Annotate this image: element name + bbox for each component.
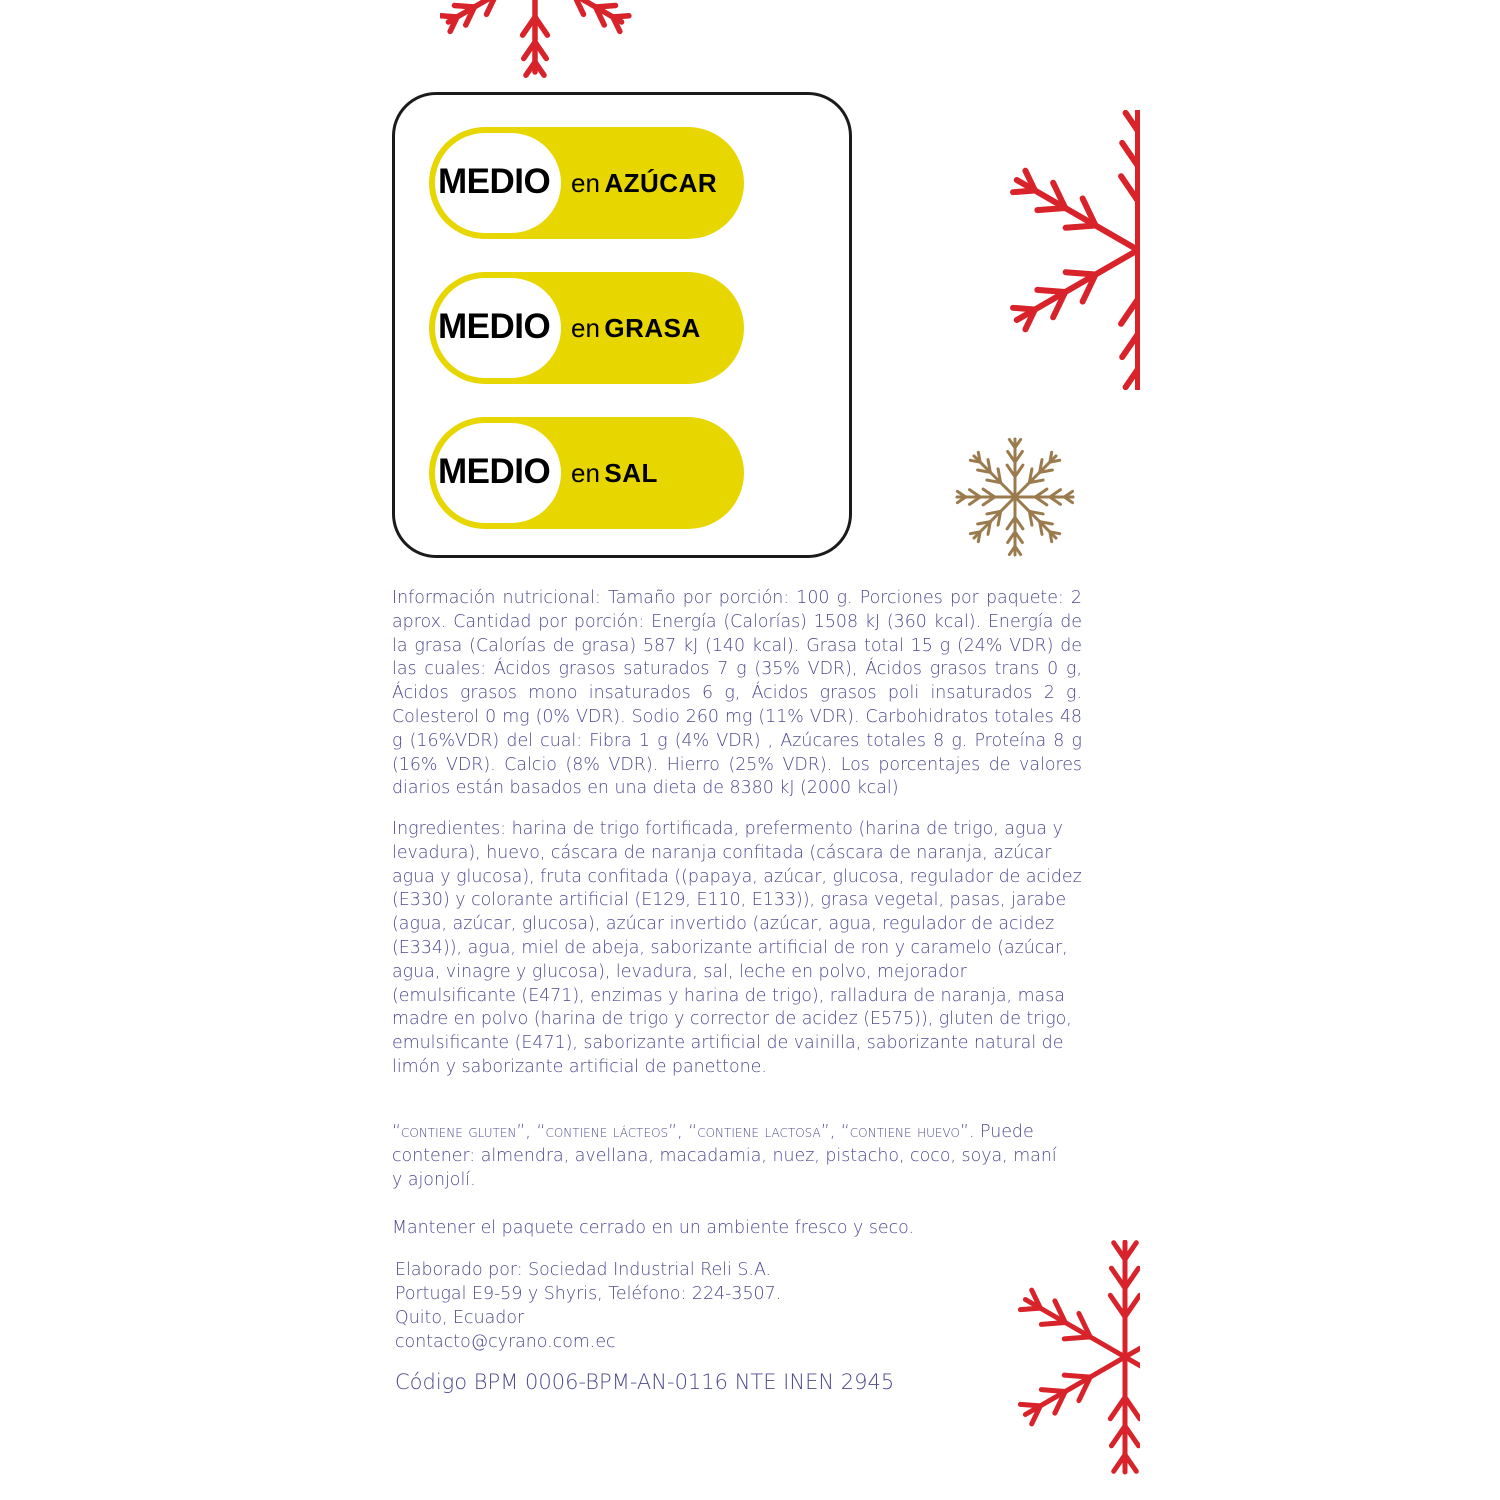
- warning-level: MEDIO: [438, 452, 551, 491]
- warning-level: MEDIO: [438, 162, 551, 201]
- warning-en: en: [571, 458, 600, 488]
- warning-nutrient: AZÚCAR: [604, 168, 718, 198]
- warning-salt: [429, 417, 744, 529]
- bpm-code: Código BPM 0006-BPM-AN-0116 NTE INEN 2945: [395, 1370, 895, 1394]
- snowflake-icon-gold: [950, 432, 1080, 562]
- manufacturer-email[interactable]: contacto@cyrano.com.ec: [395, 1332, 616, 1352]
- manufacturer-info: [395, 1258, 1085, 1354]
- storage-instructions: Mantener el paquete cerrado en un ambiente fresco y seco.: [392, 1218, 915, 1238]
- nutrition-info: Información nutricional: Tamaño por porción: 100 g. Porciones por paquete: 2 aprox. Cantidad por porción: Energía (Calorías) 1508 kJ (360 kcal). Energía de la grasa (Calorías de grasa) 587 kJ (140 kcal). Grasa total 15 g (24% VDR) de las cuales: Ácidos grasos saturados 7 g (35% VDR), Ácidos grasos trans 0 g, Ácidos grasos mono insaturados 6 g, Ácidos grasos poli insaturados 2 g. Colesterol 0 mg (0% VDR). Sodio 260 mg (11% VDR). Carbohidratos totales 48 g (16%VDR) del cual: Fibra 1 g (4% VDR) , Azúcares totales 8 g. Proteína 8 g (16% VDR). Calcio (8% VDR). Hierro (25% VDR). Los porcentajes de valores diarios están basados en una dieta de 8380 kJ (2000 kcal): [392, 588, 1082, 799]
- manufacturer-city: Quito, Ecuador: [395, 1308, 525, 1328]
- snowflake-icon-top: [440, 0, 640, 80]
- warning-nutrient: SAL: [604, 458, 658, 488]
- warning-en: en: [571, 168, 600, 198]
- allergen-contains: “contiene gluten”, “contiene lácteos”, “contiene lactosa”, “contiene huevo”: [392, 1122, 969, 1142]
- warning-sugar: [429, 127, 744, 239]
- allergen-may-contain: . Puede contener: almendra, avellana, macadamia, nuez, pistacho, coco, soya, maní y ajonjolí.: [392, 1122, 1057, 1190]
- warning-fat: [429, 272, 744, 384]
- warning-level: MEDIO: [438, 307, 551, 346]
- warning-en: en: [571, 313, 600, 343]
- allergens-info: [392, 1121, 1072, 1192]
- warning-nutrient: GRASA: [604, 313, 701, 343]
- snowflake-icon-right-red: [1000, 110, 1140, 390]
- ingredients: Ingredientes: harina de trigo fortificada, prefermento (harina de trigo, agua y levadura), huevo, cáscara de naranja confitada (cáscara de naranja, azúcar agua y glucosa), fruta confitada ((papaya, azúcar, glucosa, regulador de acidez (E330) y colorante artificial (E129, E110, E133)), grasa vegetal, pasas, jarabe (agua, azúcar, glucosa), azúcar invertido (azúcar, agua, regulador de acidez (E334)), agua, miel de abeja, saborizante artificial de ron y caramelo (azúcar, agua, vinagre y glucosa), levadura, sal, leche en polvo, mejorador (emulsificante (E471), enzimas y harina de trigo), ralladura de naranja, masa madre en polvo (harina de trigo y corrector de acidez (E575)), gluten de trigo, emulsificante (E471), saborizante artificial de vainilla, saborizante natural de limón y saborizante artificial de panettone.: [392, 819, 1082, 1077]
- manufacturer-name: Elaborado por: Sociedad Industrial Reli S.A.: [395, 1260, 772, 1280]
- manufacturer-address: Portugal E9-59 y Shyris, Teléfono: 224-3507.: [395, 1284, 782, 1304]
- warning-label-box: [392, 92, 852, 558]
